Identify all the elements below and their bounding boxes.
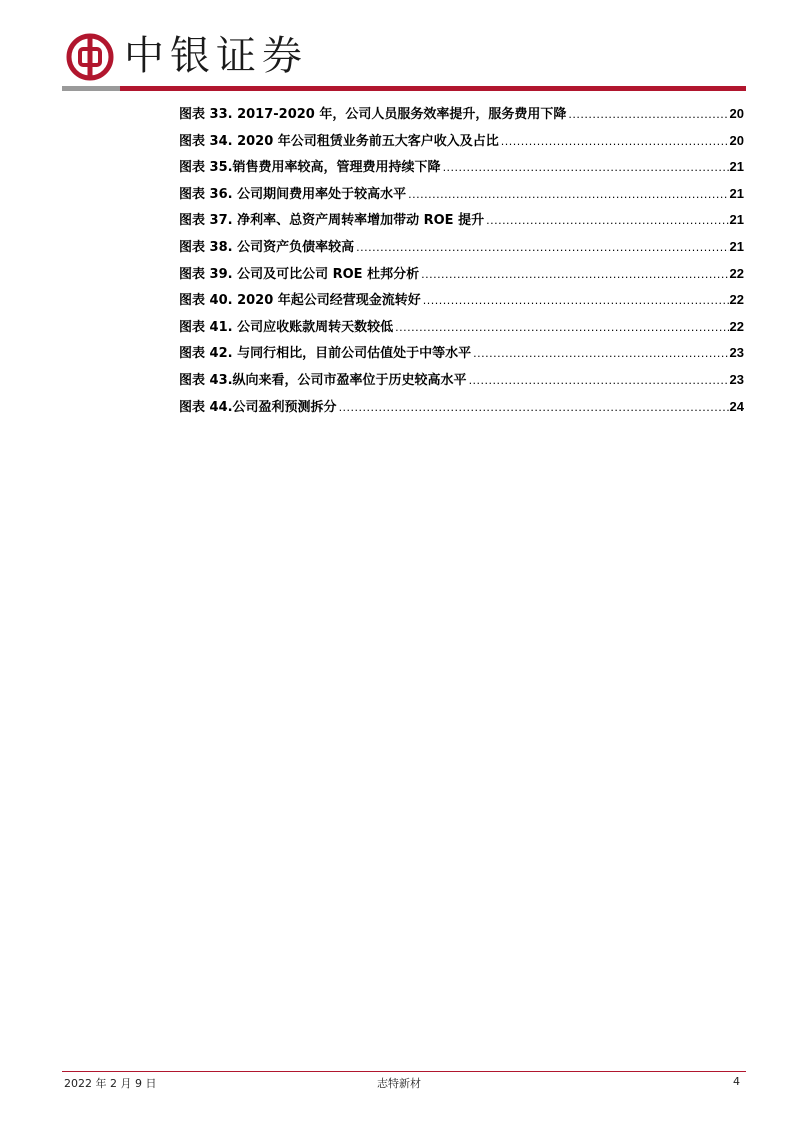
toc-entry[interactable] [179,340,744,367]
toc-entry[interactable] [179,154,744,181]
toc-entry[interactable] [179,207,744,234]
toc-entry[interactable] [179,367,744,394]
footer-page-number: 4 [733,1075,740,1088]
toc-entry-title: 图表 44.公司盈利预测拆分 [179,399,337,415]
toc-dot-leader [423,288,729,315]
toc-entry-page: 21 [729,212,744,228]
toc-entry-page: 20 [729,106,744,121]
toc-entry-title: 图表 41. 公司应收账款周转天数较低 [179,319,394,335]
toc-entry-title: 图表 37. 净利率、总资产周转率增加带动 ROE 提升 [179,213,485,229]
toc-entry[interactable] [179,287,744,314]
toc-dot-leader [356,235,728,262]
toc-entry-title: 图表 36. 公司期间费用率处于较高水平 [179,186,407,202]
toc-dot-leader [443,155,729,182]
toc-dot-leader [408,182,728,209]
toc-entry-title: 图表 39. 公司及可比公司 ROE 杜邦分析 [179,266,420,282]
toc-entry-page: 21 [729,159,744,175]
toc-entry-title: 图表 40. 2020 年起公司经营现金流转好 [179,293,421,309]
brand-name: 中银证券 [124,33,308,79]
toc-entry-page: 23 [729,345,744,361]
toc-entry-title: 图表 35.销售费用率较高，管理费用持续下降 [179,160,441,176]
toc-entry[interactable] [179,101,744,128]
toc-entry-page: 21 [729,238,744,254]
toc-entry-page: 22 [729,318,744,334]
toc-entry-title: 图表 38. 公司资产负债率较高 [179,239,355,255]
footer-divider [62,1071,746,1072]
toc-entry[interactable] [179,314,744,341]
toc-entry[interactable] [179,128,744,155]
toc-dot-leader [469,368,729,395]
toc-dot-leader [339,395,729,422]
bank-of-china-logo-icon [66,33,114,81]
figure-index-list [179,101,744,420]
toc-entry[interactable] [179,394,744,421]
footer-company-name: 志特新材 [377,1077,421,1090]
page-header [0,0,793,92]
toc-entry[interactable] [179,181,744,208]
toc-entry-page: 21 [729,185,744,201]
toc-entry[interactable] [179,234,744,261]
toc-dot-leader [421,262,728,289]
toc-entry-page: 22 [729,265,744,281]
toc-entry-page: 20 [729,132,744,148]
toc-dot-leader [473,341,728,368]
toc-entry-page: 23 [729,371,744,387]
toc-entry[interactable] [179,261,744,288]
toc-dot-leader [486,208,728,235]
toc-dot-leader [395,315,728,342]
header-divider-red [120,86,746,91]
toc-dot-leader [501,129,729,156]
toc-entry-page: 24 [729,398,744,414]
toc-dot-leader [568,102,728,129]
toc-entry-title: 图表 34. 2020 年公司租赁业务前五大客户收入及占比 [179,133,499,149]
header-divider-gray [62,86,120,91]
toc-entry-title: 图表 33. 2017-2020 年，公司人员服务效率提升，服务费用下降 [179,107,567,122]
toc-entry-title: 图表 42. 与同行相比，目前公司估值处于中等水平 [179,346,472,362]
footer-date: 2022 年 2 月 9 日 [64,1077,157,1090]
toc-entry-page: 22 [729,292,744,308]
toc-entry-title: 图表 43.纵向来看，公司市盈率位于历史较高水平 [179,372,467,388]
